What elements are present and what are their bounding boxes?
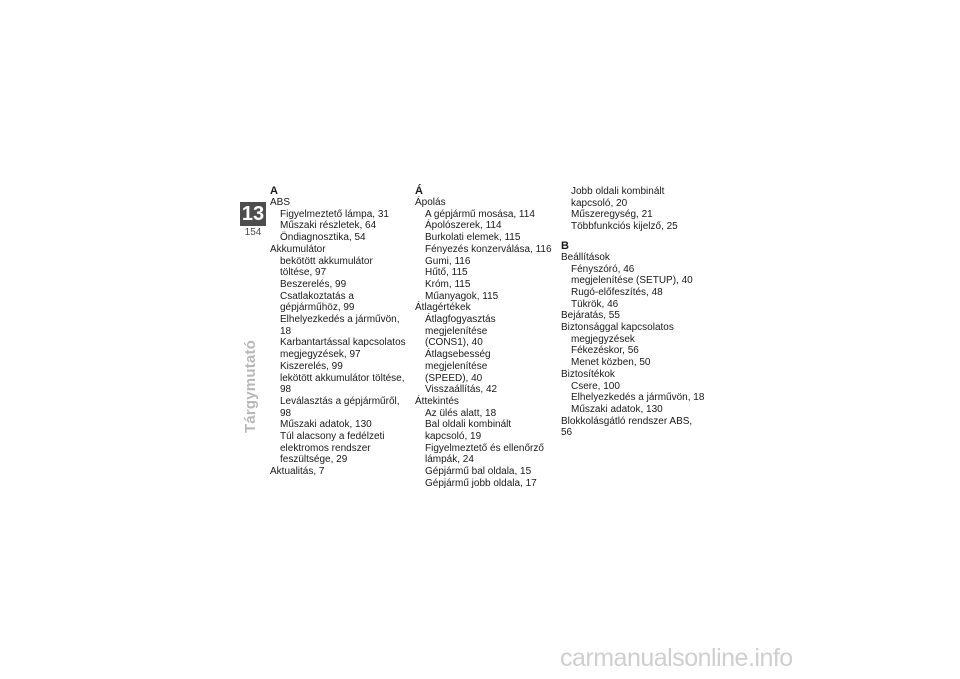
index-subentry: Figyelmeztető lámpa, 31 (280, 208, 389, 220)
index-subentry: Elhelyezkedés a járművön, 18 (280, 314, 400, 337)
index-entry: Biztonsággal kapcsolatos (561, 322, 674, 334)
index-column-3 (561, 186, 706, 439)
index-subentry: lámpák, 24 (425, 454, 474, 466)
section-title-vertical: Tárgymutató (242, 340, 259, 434)
index-subentry: gépjárműhöz, 99 (280, 302, 355, 314)
index-subentry: Gépjármű jobb oldala, 17 (425, 477, 537, 489)
index-subentry: elektromos rendszer (280, 442, 371, 454)
index-subentry: A gépjármű mosása, 114 (425, 208, 535, 220)
index-subentry: Fényezés konzerválása, 116 (425, 243, 552, 255)
index-subentry: Átlagsebesség megjelenítése (425, 349, 491, 372)
index-entry: Átlagértékek (415, 302, 471, 314)
index-subentry: kapcsoló, 19 (425, 431, 482, 443)
index-subentry: Műszaki adatok, 130 (280, 419, 372, 431)
index-subentry: megjegyzések (571, 333, 635, 345)
index-entry: Biztosítékok (561, 368, 615, 380)
index-entry: Akkumulátor (270, 243, 326, 255)
index-subentry: Öndiagnosztika, 54 (280, 232, 366, 244)
index-column-1 (270, 186, 410, 478)
index-subentry: lekötött akkumulátor töltése, 98 (280, 372, 405, 396)
index-subentry: Elhelyezkedés a járművön, 18 (571, 392, 705, 404)
index-letter-heading: A (270, 185, 278, 197)
page-number: 154 (244, 227, 262, 238)
index-letter-heading: Á (415, 185, 423, 197)
watermark-text: carmanualsonline.info (560, 644, 793, 672)
index-subentry: (SPEED), 40 (425, 372, 483, 384)
index-subentry: megjegyzések, 97 (280, 349, 361, 361)
index-subentry: kapcsoló, 20 (571, 197, 628, 209)
index-subentry: Leválasztás a gépjárműről, 98 (280, 395, 400, 419)
index-subentry: Fényszóró, 46 (571, 263, 635, 275)
index-subentry: Tükrök, 46 (571, 298, 619, 310)
index-column-2 (415, 186, 555, 490)
index-subentry: Kiszerelés, 99 (280, 360, 343, 372)
index-subentry: Túl alacsony a fedélzeti (280, 431, 385, 443)
index-entry: Aktualitás, 7 (270, 466, 325, 478)
index-entry: Blokkolásgátló rendszer ABS, 56 (561, 415, 693, 439)
index-letter-heading: B (561, 239, 569, 252)
index-subentry: Rugó-előfeszítés, 48 (571, 286, 663, 298)
index-subentry: töltése, 97 (280, 267, 327, 279)
section-gap (561, 233, 706, 241)
index-subentry: bekötött akkumulátor (280, 255, 373, 267)
index-subentry: Műanyagok, 115 (425, 290, 499, 302)
index-subentry: Gumi, 116 (425, 255, 471, 267)
index-entry: Beállítások (561, 251, 610, 263)
index-subentry: Gépjármű bal oldala, 15 (425, 466, 532, 478)
index-subentry: megjelenítése (SETUP), 40 (571, 275, 693, 287)
index-entry: Bejáratás, 55 (561, 310, 620, 322)
chapter-number-badge: 13 (241, 203, 265, 225)
index-subentry: Átlagfogyasztás megjelenítése (425, 314, 496, 337)
index-subentry: Menet közben, 50 (571, 357, 651, 369)
index-subentry: Bal oldali kombinált (425, 419, 512, 431)
index-subentry: Fékezéskor, 56 (571, 345, 639, 357)
index-subentry: Többfunkciós kijelző, 25 (571, 221, 678, 233)
index-entry: Áttekintés (415, 395, 459, 407)
index-subentry: Jobb oldali kombinált (571, 186, 665, 197)
index-subentry: Ápolószerek, 114 (425, 220, 502, 232)
index-subentry: Króm, 115 (425, 278, 471, 290)
index-subentry: Az ülés alatt, 18 (425, 407, 497, 419)
index-subentry: Visszaállítás, 42 (425, 384, 498, 396)
index-subentry: (CONS1), 40 (425, 337, 483, 349)
index-subentry: Beszerelés, 99 (280, 278, 347, 290)
index-subentry: Csatlakoztatás a (280, 290, 354, 302)
index-entry: Ápolás (415, 197, 446, 208)
index-subentry: Figyelmeztető és ellenőrző (425, 442, 544, 454)
index-subentry: Műszeregység, 21 (571, 209, 653, 221)
index-subentry: Burkolati elemek, 115 (425, 232, 521, 244)
index-entry: ABS (270, 197, 291, 208)
index-subentry: Műszaki részletek, 64 (280, 220, 377, 232)
index-subentry: Hűtő, 115 (425, 267, 468, 279)
index-subentry: Csere, 100 (571, 380, 620, 392)
index-subentry: Műszaki adatok, 130 (571, 403, 663, 415)
index-subentry: Karbantartással kapcsolatos (280, 337, 406, 349)
index-subentry: feszültsége, 29 (280, 454, 348, 466)
